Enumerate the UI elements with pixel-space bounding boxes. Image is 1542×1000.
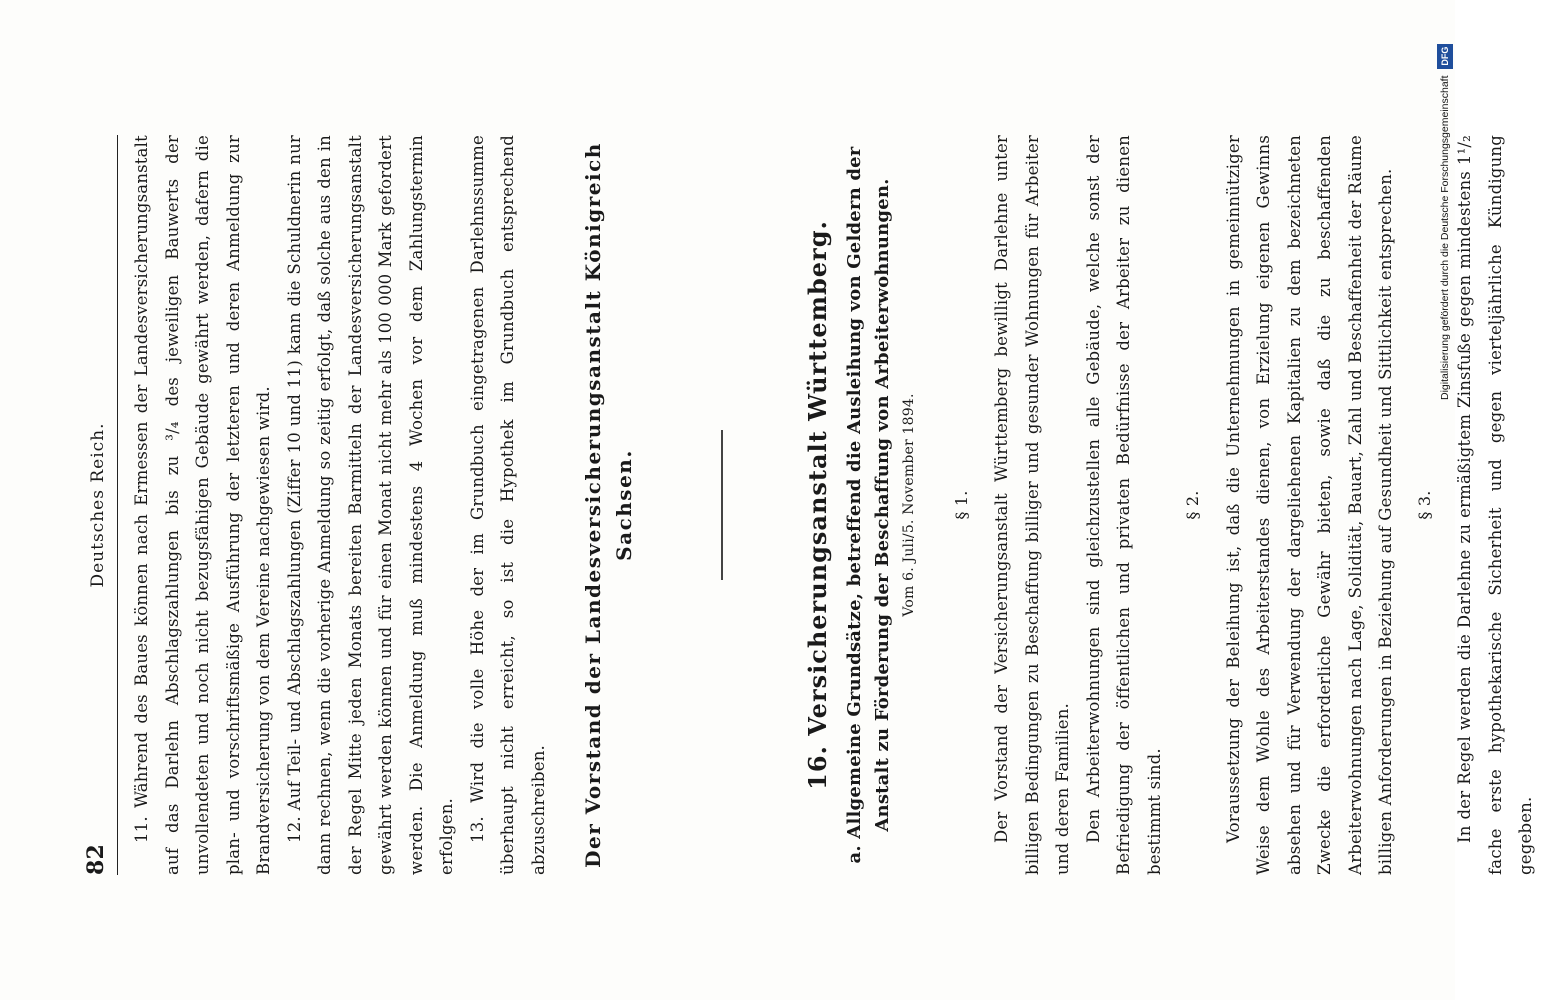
section-1-title: § 1. bbox=[951, 490, 971, 520]
section-divider bbox=[721, 430, 723, 580]
paragraph-12: 12. Auf Teil- und Abschlagszahlungen (Ziffer 10 und 11) kann die Schuldnerin nur dann rechnen, wenn die vorherige Anmeldung so zeitig erfolgt, daß solche aus den in der Regel Mitte jeden Monats bereiten Barmitteln der Landesversicherungsanstalt gewährt werden können und für einen Monat nicht mehr als 100 000 Mark gefordert werden. Die Anmeldung muß mindestens 4 Wochen vor dem Zahlungstermin erfolgen. bbox=[284, 135, 456, 875]
signature: Der Vorstand der Landesversicherungsanstalt Königreich Sachsen. bbox=[581, 142, 636, 868]
page-header bbox=[77, 135, 118, 875]
article-subheading: a. Allgemeine Grundsätze, betreffend die Ausleihung von Geldern der Anstalt zu Förderung der Beschaffung von Arbeiterwohnungen. bbox=[843, 146, 893, 864]
section-2-paragraph-1: Voraussetzung der Beleihung ist, daß die Unternehmungen in gemeinnütziger Weise dem Wohle des Arbeiterstandes dienen, von Erzielung eigenen Gewinns absehen und für Verwendung der dargeliehenen Kapitalien zu dem bezeichneten Zwecke die erforderliche Gewähr bieten, sowie daß die zu beschaffenden Arbeiterwohnungen nach Lage, Solidität, Bauart, Zahl und Beschaffenheit der Räume billigen Anforderungen in Beziehung auf Gesundheit und Sittlichkeit entsprechen. bbox=[1223, 135, 1395, 875]
section-3-title: § 3. bbox=[1414, 490, 1434, 520]
paragraph-11: 11. Während des Baues können nach Ermessen der Landesversicherungsanstalt auf das Darlehn Abschlagszahlungen bis zu ³/₄ des jeweiligen Bauwerts der unvollendeten und noch nicht bezugsfähigen Gebäude gewährt werden, dafern die plan- und vorschriftsmäßige Ausführung der letzteren und deren Anmeldung zur Brandversicherung von dem Vereine nachgewiesen wird. bbox=[132, 135, 273, 875]
section-1-paragraph-2: Den Arbeiterwohnungen sind gleichzustellen alle Gebäude, welche sonst der Befriedigung der öffentlichen und privaten Bedürfnisse der Arbeiter zu dienen bestimmt sind. bbox=[1083, 135, 1164, 875]
section-1-paragraph-1: Der Vorstand der Versicherungsanstalt Württemberg bewilligt Darlehne unter billigen Bedingungen zu Beschaffung billiger und gesunder Wohnungen für Arbeiter und deren Familien. bbox=[992, 135, 1072, 875]
digitization-credit bbox=[1437, 20, 1453, 420]
page-number: 82 bbox=[83, 843, 109, 875]
article-heading: 16. Versicherungsanstalt Württemberg. bbox=[802, 220, 832, 790]
paragraph-13: 13. Wird die volle Höhe der im Grundbuch eingetragenen Darlehnssumme überhaupt nicht erreicht, so ist die Hypothek im Grundbuch entsprechend abzuschreiben. bbox=[467, 135, 548, 875]
article-dateline: Vom 6. Juli/5. November 1894. bbox=[900, 393, 917, 617]
page-body bbox=[127, 135, 1542, 875]
dfg-logo: DFG bbox=[1437, 44, 1453, 69]
section-2-title: § 2. bbox=[1183, 490, 1202, 520]
digitization-credit-text: Digitalisierung gefördert durch die Deutsche Forschungsgemeinschaft bbox=[1439, 75, 1451, 400]
running-head: Deutsches Reich. bbox=[88, 422, 108, 588]
section-3-paragraph-1: In der Regel werden die Darlehne zu ermäßigtem Zinsfuße gegen mindestens 1¹/₂ fache erste hypothekarische Sicherheit und gegen vierteljährliche Kündigung gegeben. bbox=[1455, 135, 1535, 875]
